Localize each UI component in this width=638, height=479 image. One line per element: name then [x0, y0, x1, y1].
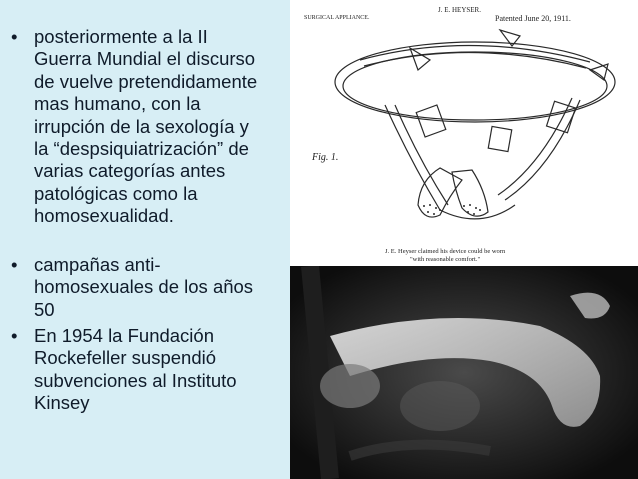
- patent-drawing-image: [290, 0, 638, 266]
- bullet-item: [8, 26, 268, 250]
- patent-caption-line2: "with reasonable comfort.": [410, 256, 481, 263]
- xray-image: [290, 266, 638, 479]
- patent-date: Patented June 20, 1911.: [495, 14, 571, 23]
- patent-device: SURGICAL APPLIANCE.: [304, 15, 370, 21]
- patent-illustration: [290, 0, 638, 266]
- patent-inventor: J. E. HEYSER.: [438, 6, 481, 14]
- patent-caption-line1: J. E. Heyser claimed his device could be worn: [385, 248, 506, 255]
- bullet-text: campañas anti-homosexuales de los años 50: [34, 254, 254, 320]
- bullet-text: En 1954 la Fundación Rockefeller suspendió subvenciones al Instituto Kinsey: [34, 325, 237, 414]
- bullet-item: [8, 325, 268, 415]
- bullet-dot: •: [11, 254, 18, 275]
- xray-illustration: [290, 266, 638, 479]
- patent-fig-label: Fig. 1.: [312, 152, 339, 163]
- bullet-item: [8, 254, 268, 321]
- bullet-list: [8, 26, 268, 415]
- bullet-dot: •: [11, 26, 18, 47]
- bullet-text: posteriormente a la II Guerra Mundial el discurso de vuelve pretendidamente mas humano, con la irrupción de la sexología y la “despsiquiatrización” de varias categorías antes patológicas como la homosexualidad.: [34, 26, 258, 227]
- bullet-dot: •: [11, 325, 18, 346]
